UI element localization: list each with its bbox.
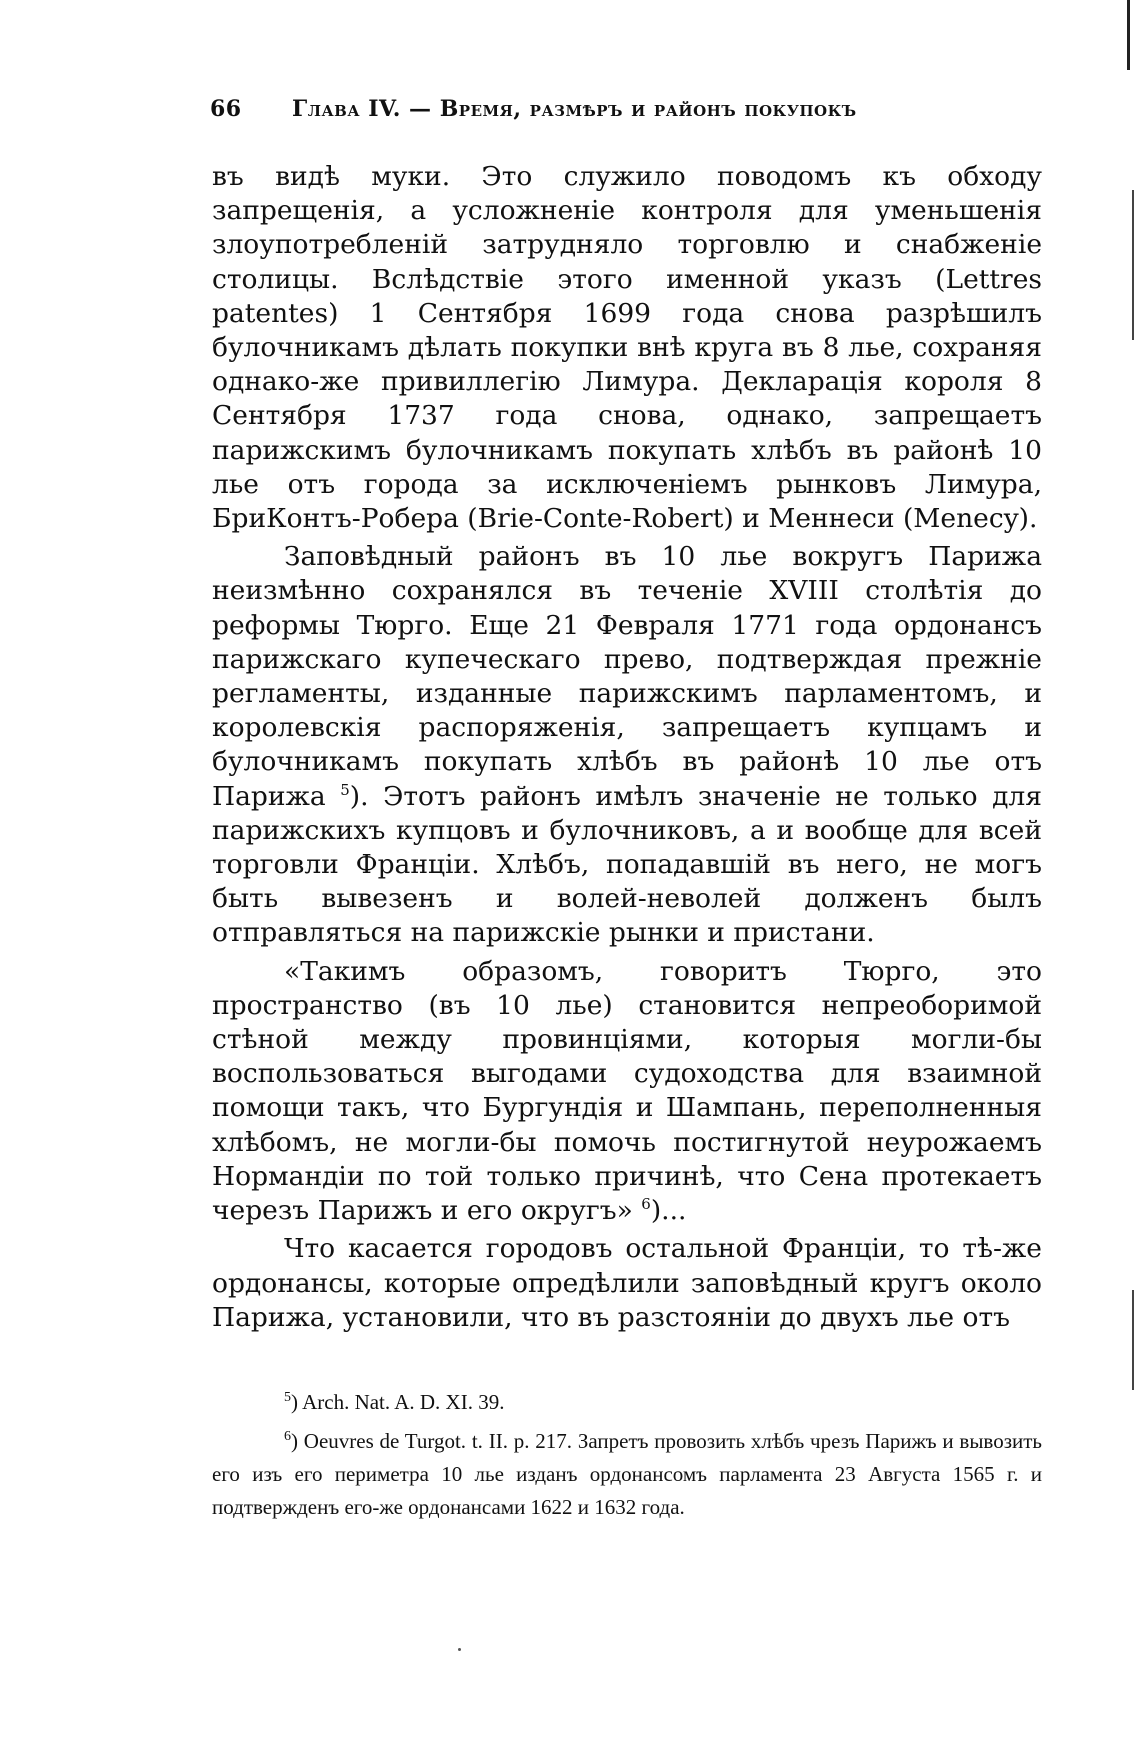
footnote-text: ) Oeuvres de Turgot. t. II. p. 217. Запретъ провозить хлѣбъ чрезъ Парижъ и вывозить его изъ его периметра 10 лье изданъ ордонансомъ парламента 23 Августа 1565 г. и подтвержденъ его-же ордонансами 1622 и 1632 года. [212, 1429, 1042, 1519]
footnote-mark: 6 [284, 1429, 291, 1444]
running-title: Глава IV. — Время, размѣръ и районъ покупокъ [292, 96, 857, 122]
footnote [212, 1425, 1042, 1524]
paragraph [212, 160, 1042, 536]
scan-edge-mark [1127, 0, 1130, 70]
paragraph [212, 1232, 1042, 1335]
running-header [210, 96, 1050, 122]
scan-edge-mark [1132, 1290, 1134, 1390]
text-run: )... [650, 1195, 687, 1227]
text-run: ). Этотъ районъ имѣлъ значеніе не только для парижскихъ купцовъ и булочниковъ, а и вообще для всей торговли Франціи. Хлѣбъ, попадавшій въ него, не могъ быть вывезенъ и волей-неволей долженъ былъ отправляться на парижскіе рынки и пристани. [212, 780, 1042, 949]
footnote [212, 1386, 1042, 1419]
text-run: Заповѣдный районъ въ 10 лье вокругъ Парижа неизмѣнно сохранялся въ теченіе XVIII столѣтія до реформы Тюрго. Еще 21 Февраля 1771 года ордонансъ парижскаго купеческаго прево, подтверждая прежніе регламенты, изданные парижскимъ парламентомъ, и королевскія распоряженія, запрещаетъ купцамъ и булочникамъ покупать хлѣбъ въ районѣ 10 лье отъ Парижа [212, 541, 1042, 812]
footnote-text: ) Arch. Nat. A. D. XI. 39. [291, 1390, 505, 1414]
footnote-mark: 5 [284, 1390, 291, 1405]
text-run: «Такимъ образомъ, говоритъ Тюрго, это пространство (въ 10 лье) становится непреоборимой стѣной между провинціями, которыя могли-бы воспользоваться выгодами судоходства для взаимной помощи такъ, что Бургундія и Шампань, переполненныя хлѣбомъ, не могли-бы помочь постигнутой неурожаемъ Нормандіи по той только причинѣ, что Сена протекаетъ черезъ Парижъ и его округъ» [212, 955, 1042, 1227]
text-run: въ видѣ муки. Это служило поводомъ къ обходу запрещенія, а усложненіе контроля для уменьшенія злоупотребленій затрудняло торговлю и снабженіе столицы. Вслѣдствіе этого именной указъ (Lettres patentes) 1 Сентября 1699 года снова разрѣшилъ булочникамъ дѣлать покупки внѣ круга въ 8 лье, сохраняя однако-же привиллегію Лимура. Декларація короля 8 Сентября 1737 года снова, однако, запрещаетъ парижскимъ булочникамъ покупать хлѣбъ въ районѣ 10 лье отъ города за исключеніемъ рынковъ Лимура, БриКонтъ-Робера (Brie-Conte-Robert) и Меннеси (Menecy). [212, 161, 1042, 535]
scan-edge-mark [1132, 190, 1134, 340]
paragraph [212, 540, 1042, 950]
footnote-reference[interactable]: 5 [340, 780, 350, 799]
footnotes [212, 1386, 1042, 1524]
scan-speck [458, 1648, 461, 1651]
main-text [212, 160, 1042, 1335]
page-number: 66 [210, 96, 242, 122]
text-run: Что касается городовъ остальной Франціи, то тѣ-же ордонансы, которые опредѣлили заповѣдный кругъ около Парижа, установили, что въ разстояніи до двухъ лье отъ [212, 1233, 1042, 1333]
paragraph [212, 955, 1042, 1229]
footnote-reference[interactable]: 6 [641, 1195, 651, 1214]
